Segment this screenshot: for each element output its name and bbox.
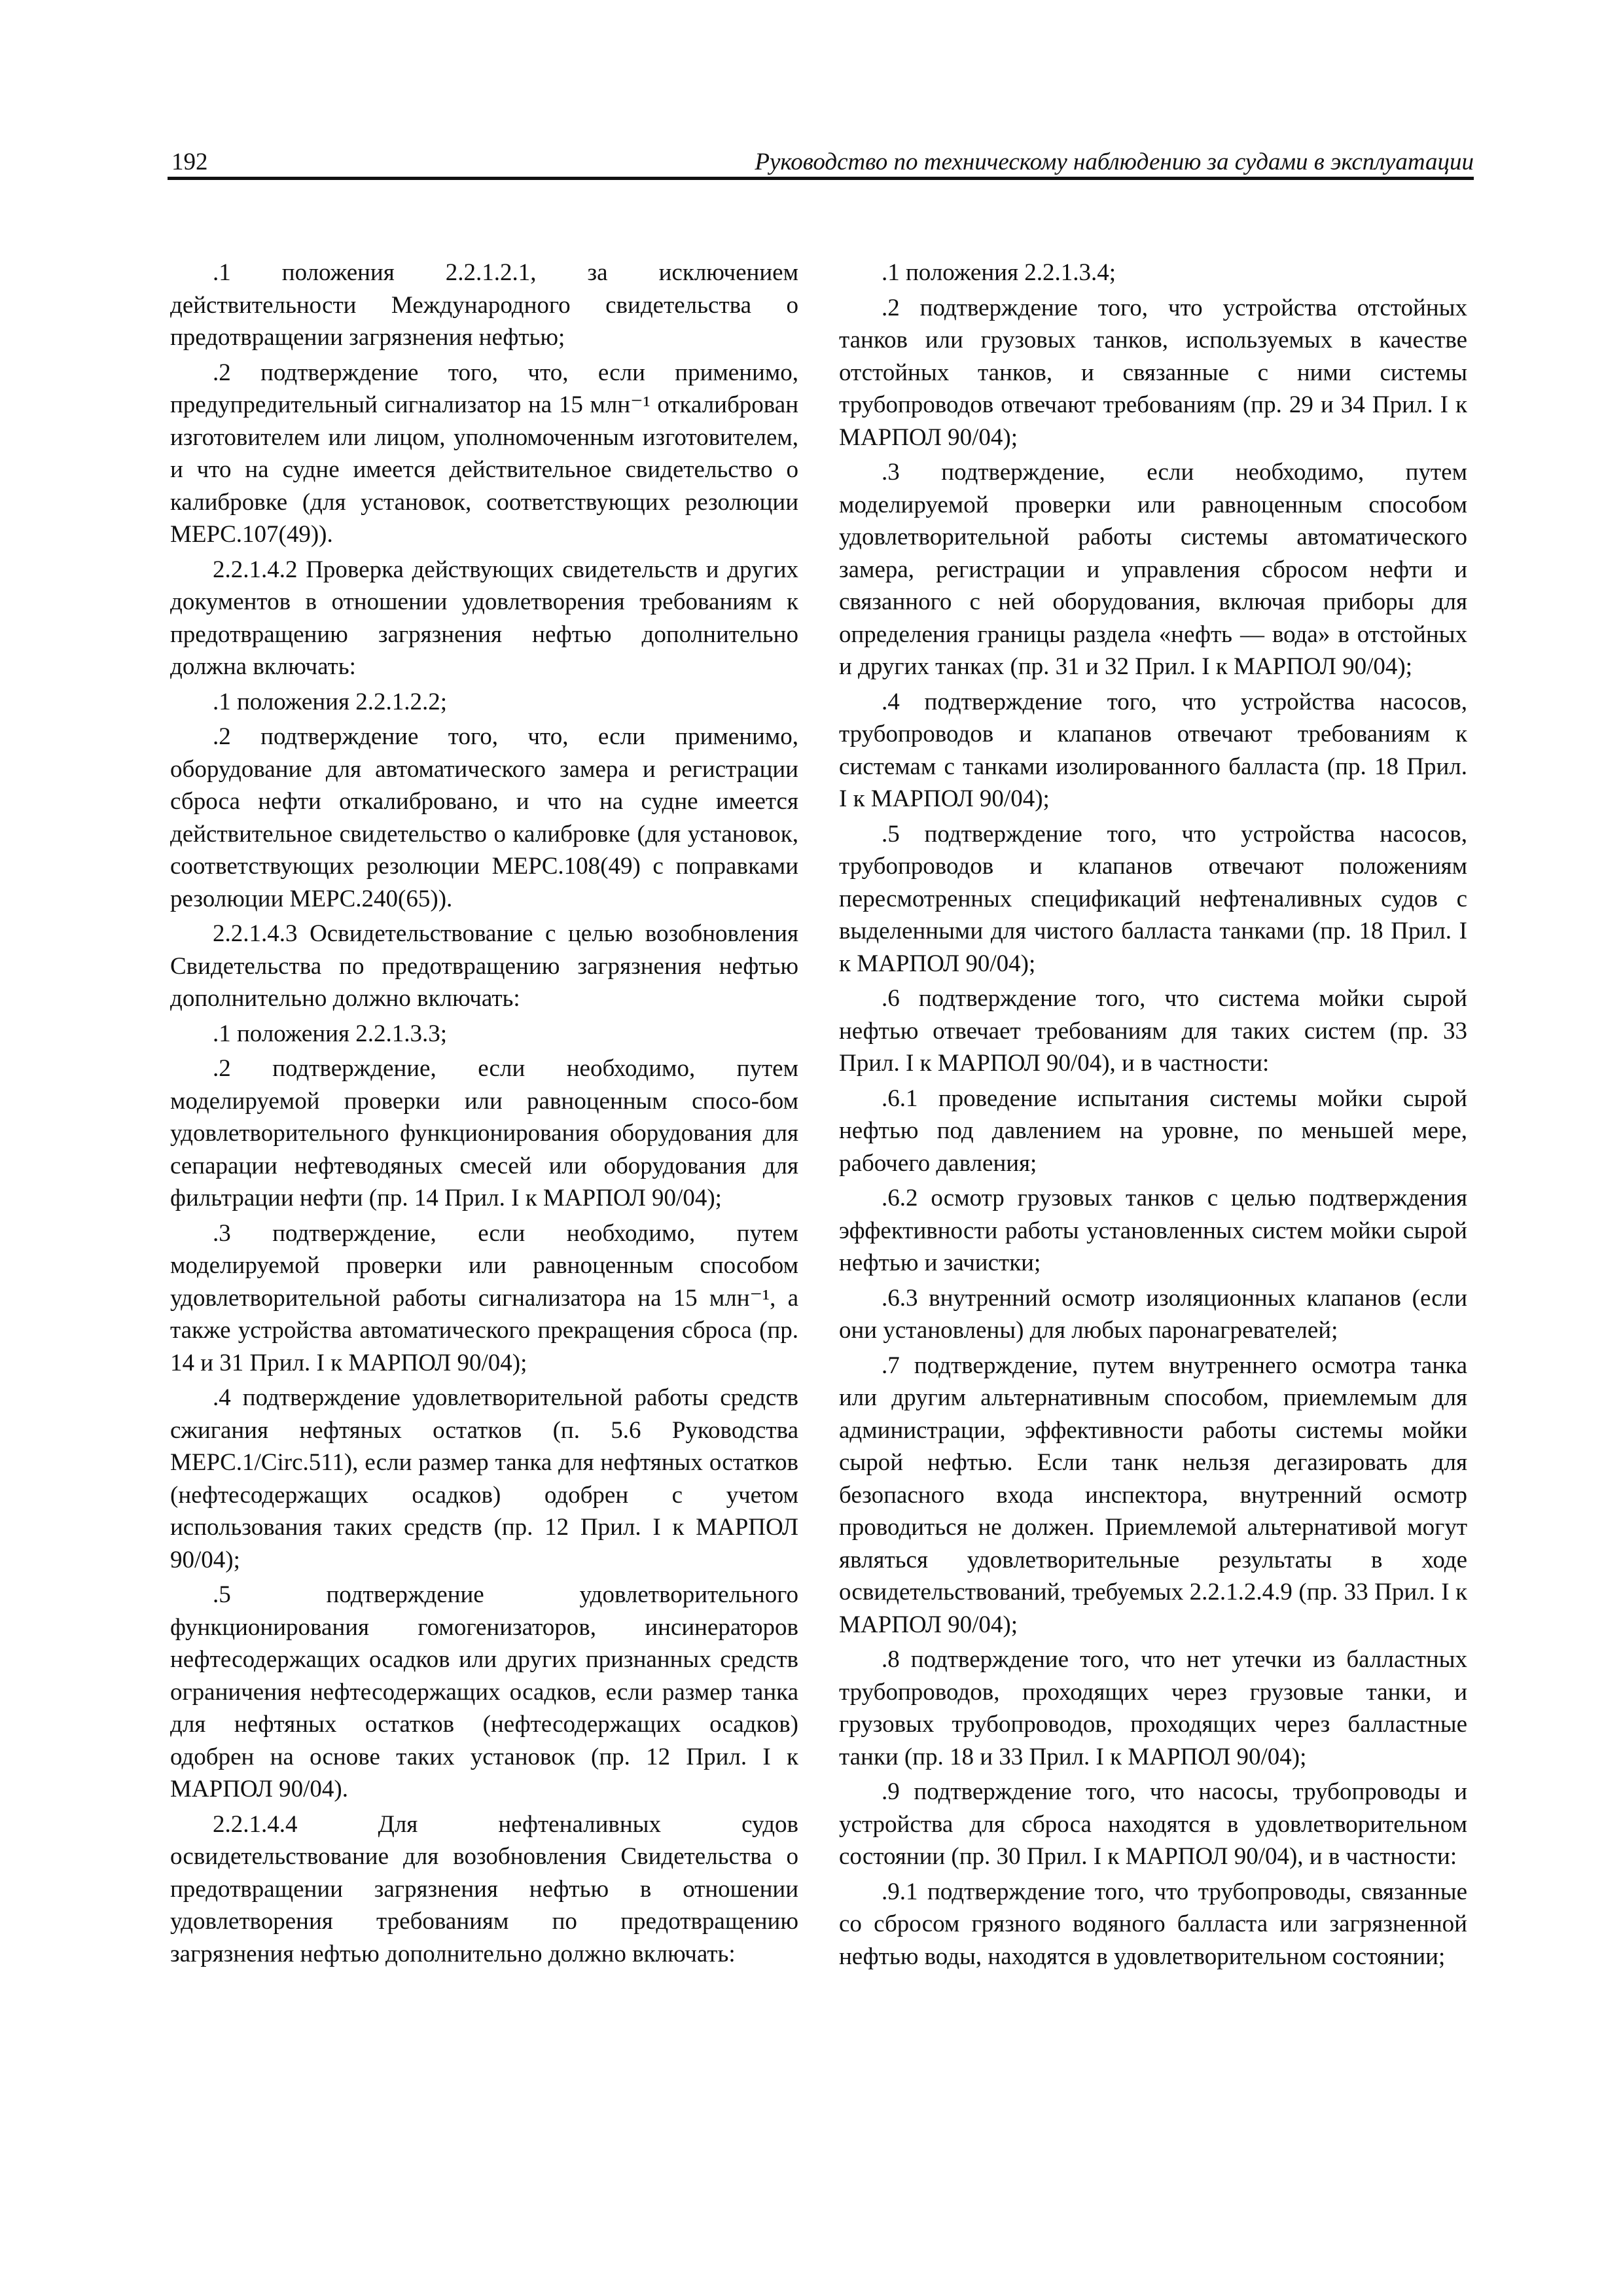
- paragraph: .9 подтверждение того, что насосы, трубопроводы и устройства для сброса находятся в удовлетворительном состоянии (пр. 30 Прил. I к МАРПОЛ 90/04), и в частности:: [839, 1778, 1467, 1870]
- section-paragraph: 2.2.1.4.2 Проверка действующих свидетельств и других документов в отношении удовлетворения требованиям к предотвращению загрязнения нефтью дополнительно должна включать:: [170, 556, 798, 680]
- paragraph: .5 подтверждение удовлетворительного функционирования гомогенизаторов, инсинераторов нефтесодержащих осадков или других признанных средств ограничения нефтесодержащих осадков, если размер танка для нефтяных остатков (нефтесодержащих осадков) одобрен на основе таких установок (пр. 12 Прил. I к МАРПОЛ 90/04).: [170, 1581, 798, 1803]
- section-paragraph: 2.2.1.4.4 Для нефтеналивных судов освидетельствование для возобновления Свидетельства о предотвращении загрязнения нефтью в отношении удовлетворения требованиям по предотвращению загрязнения нефтью дополнительно должно включать:: [170, 1810, 798, 1967]
- paragraph: .7 подтверждение, путем внутреннего осмотра танка или другим альтернативным способом, приемлемым для администрации, эффективности работы системы мойки сырой нефтью. Если танк нельзя дегазировать для безопасного входа инспектора, внутренний осмотр проводиться не должен. Приемлемой альтернативой могут являться удовлетворительные результаты в ходе освидетельствований, требуемых 2.2.1.2.4.9 (пр. 33 Прил. I к МАРПОЛ 90/04);: [839, 1352, 1467, 1638]
- paragraph: .2 подтверждение того, что устройства отстойных танков или грузовых танков, используемых в качестве отстойных танков, и связанные с ними системы трубопроводов отвечают требованиям (пр. 29 и 34 Прил. I к МАРПОЛ 90/04);: [839, 294, 1467, 451]
- paragraph: .4 подтверждение того, что устройства насосов, трубопроводов и клапанов отвечают требованиям к системам с танками изолированного балласта (пр. 18 Прил. I к МАРПОЛ 90/04);: [839, 688, 1467, 812]
- paragraph: .9.1 подтверждение того, что трубопроводы, связанные со сбросом грязного водяного балласта или загрязненной нефтью воды, находятся в удовлетворительном состоянии;: [839, 1878, 1467, 1970]
- running-title: Руководство по техническому наблюдению за судами в эксплуатации: [755, 149, 1474, 175]
- page-header: [168, 143, 1474, 179]
- right-column: [839, 257, 1467, 2109]
- section-paragraph: 2.2.1.4.3 Освидетельствование с целью возобновления Свидетельства по предотвращению загрязнения нефтью дополнительно должно включать:: [170, 920, 798, 1012]
- paragraph: .2 подтверждение, если необходимо, путем моделируемой проверки или равноценным спосо-бом удовлетворительного функционирования оборудования для сепарации нефтеводяных смесей или оборудования для фильтрации нефти (пр. 14 Прил. I к МАРПОЛ 90/04);: [170, 1055, 798, 1211]
- paragraph: .6 подтверждение того, что система мойки сырой нефтью отвечает требованиям для таких систем (пр. 33 Прил. I к МАРПОЛ 90/04), и в частности:: [839, 985, 1467, 1077]
- paragraph: .3 подтверждение, если необходимо, путем моделируемой проверки или равноценным способом удовлетворительной работы системы автоматического замера, регистрации и управления сбросом нефти и связанного с ней оборудования, включая приборы для определения границы раздела «нефть — вода» в отстойных и других танках (пр. 31 и 32 Прил. I к МАРПОЛ 90/04);: [839, 459, 1467, 680]
- paragraph: .1 положения 2.2.1.2.1, за исключением действительности Международного свидетельства о предотвращении загрязнения нефтью;: [170, 259, 798, 351]
- left-column: [170, 257, 798, 2109]
- page-number: 192: [171, 149, 208, 175]
- paragraph: .6.1 проведение испытания системы мойки сырой нефтью под давлением на уровне, по меньшей мере, рабочего давления;: [839, 1085, 1467, 1177]
- paragraph: .6.3 внутренний осмотр изоляционных клапанов (если они установлены) для любых паронагревателей;: [839, 1284, 1467, 1344]
- paragraph: .2 подтверждение того, что, если применимо, оборудование для автоматического замера и регистрации сброса нефти откалибровано, и что на судне имеется действительное свидетельство о калибровке (для установок, соответствующих резолюции MEPC.108(49) с поправками резолюции MEPC.240(65)).: [170, 723, 798, 912]
- paragraph: .1 положения 2.2.1.3.3;: [213, 1020, 448, 1047]
- paragraph: .1 положения 2.2.1.3.4;: [882, 259, 1116, 286]
- paragraph: .6.2 осмотр грузовых танков с целью подтверждения эффективности работы установленных систем мойки сырой нефтью и зачистки;: [839, 1185, 1467, 1276]
- paragraph: .2 подтверждение того, что, если применимо, предупредительный сигнализатор на 15 млн⁻¹ откалиброван изготовителем или лицом, уполномоченным изготовителем, и что на судне имеется действительное свидетельство о калибровке (для установок, соответствующих резолюции MEPC.107(49)).: [170, 359, 798, 548]
- paragraph: .5 подтверждение того, что устройства насосов, трубопроводов и клапанов отвечают положениям пересмотренных спецификаций нефтеналивных судов с выделенными для чистого балласта танками (пр. 18 Прил. I к МАРПОЛ 90/04);: [839, 820, 1467, 977]
- paragraph: .8 подтверждение того, что нет утечки из балластных трубопроводов, проходящих через грузовые танки, и грузовых трубопроводов, проходящих через балластные танки (пр. 18 и 33 Прил. I к МАРПОЛ 90/04);: [839, 1646, 1467, 1770]
- header-rule: [168, 177, 1474, 180]
- paragraph: .3 подтверждение, если необходимо, путем моделируемой проверки или равноценным способом удовлетворительной работы сигнализатора на 15 млн⁻¹, а также устройства автоматического прекращения сброса (пр. 14 и 31 Прил. I к МАРПОЛ 90/04);: [170, 1219, 798, 1376]
- paragraph: .1 положения 2.2.1.2.2;: [213, 688, 448, 715]
- paragraph: .4 подтверждение удовлетворительной работы средств сжигания нефтяных остатков (п. 5.6 Руководства MEPC.1/Circ.511), если размер танка для нефтяных остатков (нефтесодержащих осадков) одобрен с учетом использования таких средств (пр. 12 Прил. I к МАРПОЛ 90/04);: [170, 1384, 798, 1573]
